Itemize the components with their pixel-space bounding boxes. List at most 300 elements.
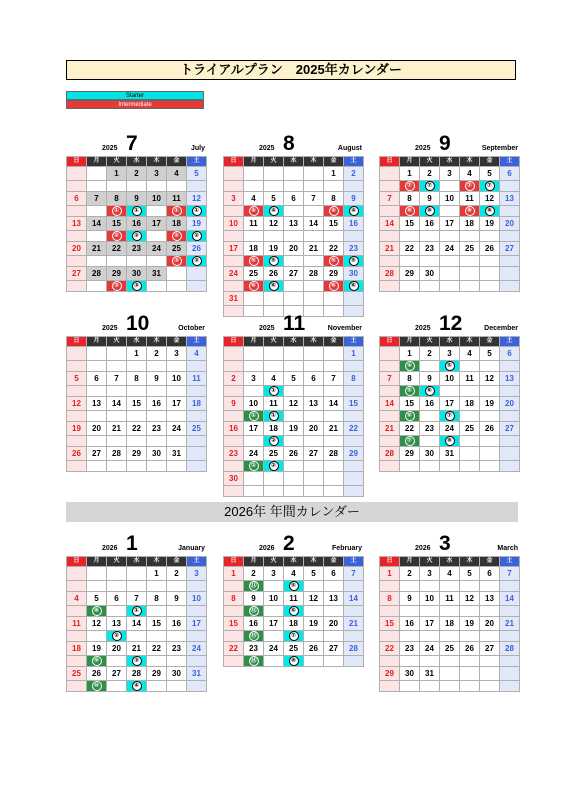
lesson-cell: [400, 436, 420, 447]
lesson-marker: ⑤: [269, 256, 279, 266]
lesson-marker: ⑦: [485, 181, 495, 191]
day-cell: [304, 472, 324, 486]
lesson-marker: ⑨: [92, 656, 102, 666]
day-cell: [500, 267, 520, 281]
lesson-cell: [440, 281, 460, 292]
lesson-cell: [67, 681, 87, 692]
lesson-cell: [167, 206, 187, 217]
lesson-cell: [324, 386, 344, 397]
week-row: [380, 447, 520, 461]
lesson-marker: ③: [132, 281, 142, 291]
lesson-cell: [304, 581, 324, 592]
day-cell: 16: [420, 397, 440, 411]
weekday-header: 水: [440, 337, 460, 347]
lesson-cell: [187, 581, 207, 592]
day-cell: 16: [127, 217, 147, 231]
lesson-cell: [264, 206, 284, 217]
lesson-cell: [127, 281, 147, 292]
day-cell: [244, 167, 264, 181]
lesson-cell: [167, 656, 187, 667]
day-cell: [440, 267, 460, 281]
month-number: 9: [439, 132, 451, 155]
lesson-cell: [344, 256, 364, 267]
lesson-cell: [107, 436, 127, 447]
day-cell: 7: [304, 192, 324, 206]
calendar-grid: [223, 336, 364, 497]
lesson-cell: [380, 631, 400, 642]
day-cell: 11: [284, 592, 304, 606]
lesson-cell: [264, 411, 284, 422]
month-name: December: [484, 325, 518, 332]
lesson-row: [67, 581, 207, 592]
day-cell: 7: [87, 192, 107, 206]
day-cell: 23: [420, 422, 440, 436]
lesson-cell: [107, 281, 127, 292]
lesson-cell: [344, 606, 364, 617]
lesson-cell: [304, 411, 324, 422]
lesson-cell: [87, 361, 107, 372]
month-calendar: [379, 522, 518, 692]
lesson-cell: [344, 411, 364, 422]
calendar-grid: [379, 336, 520, 472]
day-cell: 13: [67, 217, 87, 231]
day-cell: [264, 472, 284, 486]
day-cell: 3: [167, 347, 187, 361]
lesson-cell: [284, 231, 304, 242]
lesson-cell: [264, 581, 284, 592]
lesson-cell: [67, 386, 87, 397]
day-cell: 29: [324, 267, 344, 281]
day-cell: 14: [380, 217, 400, 231]
day-cell: 22: [324, 242, 344, 256]
lesson-cell: [67, 656, 87, 667]
day-cell: 23: [224, 447, 244, 461]
lesson-row: [380, 231, 520, 242]
lesson-cell: [284, 206, 304, 217]
day-cell: 14: [324, 397, 344, 411]
lesson-cell: [187, 656, 207, 667]
lesson-cell: [224, 181, 244, 192]
day-cell: 5: [460, 567, 480, 581]
day-cell: 4: [440, 567, 460, 581]
lesson-cell: [480, 631, 500, 642]
week-row: [380, 592, 520, 606]
lesson-row: [67, 606, 207, 617]
day-cell: 12: [304, 592, 324, 606]
lesson-cell: [187, 631, 207, 642]
day-cell: 29: [107, 267, 127, 281]
day-cell: 27: [107, 667, 127, 681]
lesson-marker: ③: [192, 256, 202, 266]
lesson-cell: [420, 231, 440, 242]
lesson-marker: ②: [249, 461, 259, 471]
day-cell: 19: [264, 242, 284, 256]
lesson-cell: [460, 231, 480, 242]
lesson-cell: [304, 631, 324, 642]
lesson-cell: [127, 206, 147, 217]
calendar-grid: [379, 556, 520, 692]
lesson-cell: [284, 631, 304, 642]
day-cell: 21: [380, 422, 400, 436]
lesson-cell: [107, 256, 127, 267]
weekday-header: 土: [344, 557, 364, 567]
lesson-cell: [244, 206, 264, 217]
lesson-row: [380, 361, 520, 372]
week-row: [224, 567, 364, 581]
lesson-cell: [500, 631, 520, 642]
day-cell: 16: [244, 617, 264, 631]
weekday-header: 水: [440, 557, 460, 567]
day-cell: 23: [167, 642, 187, 656]
day-cell: [324, 347, 344, 361]
lesson-cell: [400, 631, 420, 642]
day-cell: [500, 447, 520, 461]
month-year: 2025: [102, 325, 118, 332]
lesson-cell: [420, 181, 440, 192]
lesson-cell: [264, 281, 284, 292]
day-cell: [264, 167, 284, 181]
lesson-cell: [440, 361, 460, 372]
lesson-cell: [87, 631, 107, 642]
month-year: 2026: [102, 545, 118, 552]
weekday-header: 土: [187, 557, 207, 567]
day-cell: 3: [187, 567, 207, 581]
day-cell: 21: [344, 617, 364, 631]
lesson-row: [380, 386, 520, 397]
lesson-cell: [264, 231, 284, 242]
lesson-marker: ⑤: [405, 386, 415, 396]
lesson-marker: ④: [269, 206, 279, 216]
weekday-header: 火: [420, 557, 440, 567]
lesson-cell: [67, 206, 87, 217]
lesson-cell: [167, 281, 187, 292]
lesson-cell: [167, 411, 187, 422]
day-cell: 13: [500, 372, 520, 386]
lesson-marker: ⑧: [289, 656, 299, 666]
lesson-cell: [87, 281, 107, 292]
month-name: November: [327, 325, 362, 332]
lesson-row: [67, 181, 207, 192]
lesson-cell: [224, 231, 244, 242]
day-cell: 10: [440, 372, 460, 386]
day-cell: 24: [167, 422, 187, 436]
day-cell: 27: [87, 447, 107, 461]
day-cell: [284, 347, 304, 361]
day-cell: 11: [67, 617, 87, 631]
lesson-row: [224, 386, 364, 397]
lesson-row: [224, 436, 364, 447]
section-title-2026: 2026年 年間カレンダー: [66, 502, 518, 522]
lesson-cell: [460, 631, 480, 642]
day-cell: 7: [107, 372, 127, 386]
day-cell: 11: [440, 592, 460, 606]
lesson-cell: [380, 461, 400, 472]
lesson-cell: [460, 581, 480, 592]
lesson-row: [67, 631, 207, 642]
lesson-cell: [420, 606, 440, 617]
weekday-header: 土: [344, 157, 364, 167]
lesson-cell: [127, 386, 147, 397]
week-row: [224, 347, 364, 361]
lesson-cell: [127, 231, 147, 242]
lesson-cell: [87, 411, 107, 422]
lesson-cell: [224, 281, 244, 292]
day-cell: 24: [440, 422, 460, 436]
lesson-row: [67, 256, 207, 267]
day-cell: 19: [187, 217, 207, 231]
month-calendar: [66, 122, 205, 292]
day-cell: 2: [127, 167, 147, 181]
lesson-cell: [380, 361, 400, 372]
month-header: [66, 522, 205, 556]
lesson-cell: [284, 436, 304, 447]
lesson-cell: [324, 581, 344, 592]
lesson-cell: [460, 386, 480, 397]
day-cell: 4: [167, 167, 187, 181]
lesson-marker: ③: [132, 656, 142, 666]
day-cell: 16: [344, 217, 364, 231]
lesson-cell: [127, 656, 147, 667]
lesson-cell: [107, 461, 127, 472]
lesson-cell: [500, 181, 520, 192]
weekday-header: 金: [324, 337, 344, 347]
lesson-marker: ⑤: [349, 256, 359, 266]
lesson-cell: [380, 206, 400, 217]
lesson-cell: [87, 181, 107, 192]
day-cell: 3: [264, 567, 284, 581]
lesson-cell: [167, 386, 187, 397]
weekday-header: 月: [87, 557, 107, 567]
day-cell: 25: [440, 642, 460, 656]
day-cell: 10: [244, 397, 264, 411]
day-cell: 6: [500, 347, 520, 361]
lesson-cell: [127, 181, 147, 192]
lesson-cell: [440, 681, 460, 692]
lesson-cell: [167, 681, 187, 692]
lesson-marker: ⑥: [349, 281, 359, 291]
week-row: [67, 192, 207, 206]
weekday-header: 土: [500, 557, 520, 567]
day-cell: 13: [107, 617, 127, 631]
day-cell: [87, 347, 107, 361]
month-header: [379, 522, 518, 556]
lesson-cell: [324, 256, 344, 267]
day-cell: 12: [284, 397, 304, 411]
lesson-cell: [380, 256, 400, 267]
day-cell: 8: [107, 192, 127, 206]
lesson-cell: [67, 606, 87, 617]
lesson-cell: [244, 461, 264, 472]
lesson-cell: [244, 606, 264, 617]
day-cell: 12: [87, 617, 107, 631]
day-cell: 9: [147, 372, 167, 386]
day-cell: [224, 347, 244, 361]
day-cell: [480, 267, 500, 281]
lesson-cell: [460, 206, 480, 217]
day-cell: 15: [127, 397, 147, 411]
month-name: September: [481, 145, 518, 152]
weekday-header: 火: [107, 337, 127, 347]
lesson-marker: ⑭: [250, 658, 257, 665]
day-cell: 23: [344, 242, 364, 256]
weekday-header: 日: [67, 557, 87, 567]
lesson-cell: [344, 656, 364, 667]
lesson-cell: [440, 631, 460, 642]
day-cell: 27: [67, 267, 87, 281]
day-cell: 25: [67, 667, 87, 681]
lesson-marker: ①: [269, 386, 279, 396]
lesson-cell: [440, 656, 460, 667]
month-year: 2025: [102, 145, 118, 152]
day-cell: 25: [244, 267, 264, 281]
day-cell: 5: [187, 167, 207, 181]
day-cell: 6: [304, 372, 324, 386]
day-cell: [107, 567, 127, 581]
lesson-row: [224, 231, 364, 242]
day-cell: 13: [324, 592, 344, 606]
day-cell: 3: [147, 167, 167, 181]
lesson-cell: [324, 486, 344, 497]
lesson-cell: [380, 581, 400, 592]
day-cell: [344, 472, 364, 486]
day-cell: 17: [440, 397, 460, 411]
lesson-cell: [127, 631, 147, 642]
lesson-cell: [284, 581, 304, 592]
week-row: [380, 642, 520, 656]
lesson-cell: [67, 581, 87, 592]
lesson-cell: [224, 486, 244, 497]
lesson-cell: [400, 386, 420, 397]
lesson-cell: [147, 631, 167, 642]
day-cell: 15: [344, 397, 364, 411]
weekday-header: 水: [127, 157, 147, 167]
day-cell: [380, 347, 400, 361]
weekday-header: 日: [67, 337, 87, 347]
lesson-cell: [324, 281, 344, 292]
lesson-cell: [187, 181, 207, 192]
lesson-cell: [167, 631, 187, 642]
week-row: [224, 217, 364, 231]
month-number: 1: [126, 532, 138, 555]
day-cell: 16: [420, 217, 440, 231]
lesson-cell: [264, 656, 284, 667]
day-cell: 23: [400, 642, 420, 656]
lesson-marker: ⑧: [92, 606, 102, 616]
lesson-cell: [87, 581, 107, 592]
day-cell: 21: [87, 242, 107, 256]
lesson-cell: [304, 231, 324, 242]
weekday-header: 火: [107, 157, 127, 167]
day-cell: 19: [460, 617, 480, 631]
lesson-cell: [284, 656, 304, 667]
lesson-cell: [500, 386, 520, 397]
day-cell: 6: [67, 192, 87, 206]
day-cell: 28: [380, 267, 400, 281]
weekday-header: 月: [244, 557, 264, 567]
lesson-cell: [244, 436, 264, 447]
day-cell: 26: [480, 422, 500, 436]
day-cell: 18: [460, 217, 480, 231]
lesson-cell: [147, 231, 167, 242]
week-row: [380, 422, 520, 436]
day-cell: 1: [344, 347, 364, 361]
lesson-marker: ⑥: [249, 281, 259, 291]
day-cell: 24: [244, 447, 264, 461]
lesson-cell: [147, 461, 167, 472]
month-year: 2025: [259, 145, 275, 152]
lesson-cell: [460, 361, 480, 372]
lesson-cell: [264, 486, 284, 497]
week-row: [380, 267, 520, 281]
day-cell: [87, 567, 107, 581]
lesson-cell: [324, 361, 344, 372]
lesson-cell: [304, 386, 324, 397]
lesson-cell: [264, 181, 284, 192]
lesson-cell: [460, 281, 480, 292]
lesson-cell: [420, 411, 440, 422]
lesson-cell: [380, 656, 400, 667]
month-number: 12: [439, 312, 463, 335]
day-cell: 30: [127, 267, 147, 281]
lesson-cell: [127, 436, 147, 447]
weekday-header: 月: [87, 337, 107, 347]
weekday-header: 日: [380, 557, 400, 567]
weekday-header: 金: [167, 337, 187, 347]
day-cell: 26: [304, 642, 324, 656]
lesson-cell: [87, 436, 107, 447]
day-cell: 9: [127, 192, 147, 206]
day-cell: 7: [500, 567, 520, 581]
day-cell: 24: [440, 242, 460, 256]
lesson-cell: [107, 411, 127, 422]
lesson-cell: [224, 361, 244, 372]
lesson-marker: ②: [269, 461, 279, 471]
week-row: [224, 397, 364, 411]
day-cell: 5: [87, 592, 107, 606]
lesson-marker: ⑪: [250, 583, 257, 589]
month-calendar: [223, 122, 362, 317]
month-calendar: [379, 122, 518, 292]
day-cell: 24: [187, 642, 207, 656]
lesson-cell: [244, 281, 264, 292]
lesson-cell: [480, 231, 500, 242]
lesson-marker: ①: [192, 206, 202, 216]
lesson-row: [67, 411, 207, 422]
lesson-row: [224, 631, 364, 642]
day-cell: 9: [420, 372, 440, 386]
day-cell: 24: [224, 267, 244, 281]
day-cell: 20: [87, 422, 107, 436]
day-cell: 9: [344, 192, 364, 206]
day-cell: [304, 347, 324, 361]
week-row: [67, 347, 207, 361]
weekday-header: 木: [304, 157, 324, 167]
lesson-cell: [264, 256, 284, 267]
day-cell: 4: [460, 167, 480, 181]
day-cell: 11: [167, 192, 187, 206]
day-cell: 28: [127, 667, 147, 681]
lesson-cell: [187, 231, 207, 242]
day-cell: 21: [380, 242, 400, 256]
lesson-cell: [224, 631, 244, 642]
lesson-row: [380, 256, 520, 267]
weekday-header: 木: [147, 557, 167, 567]
weekday-header: 火: [420, 157, 440, 167]
lesson-cell: [400, 461, 420, 472]
day-cell: 26: [67, 447, 87, 461]
lesson-cell: [460, 461, 480, 472]
lesson-cell: [480, 361, 500, 372]
